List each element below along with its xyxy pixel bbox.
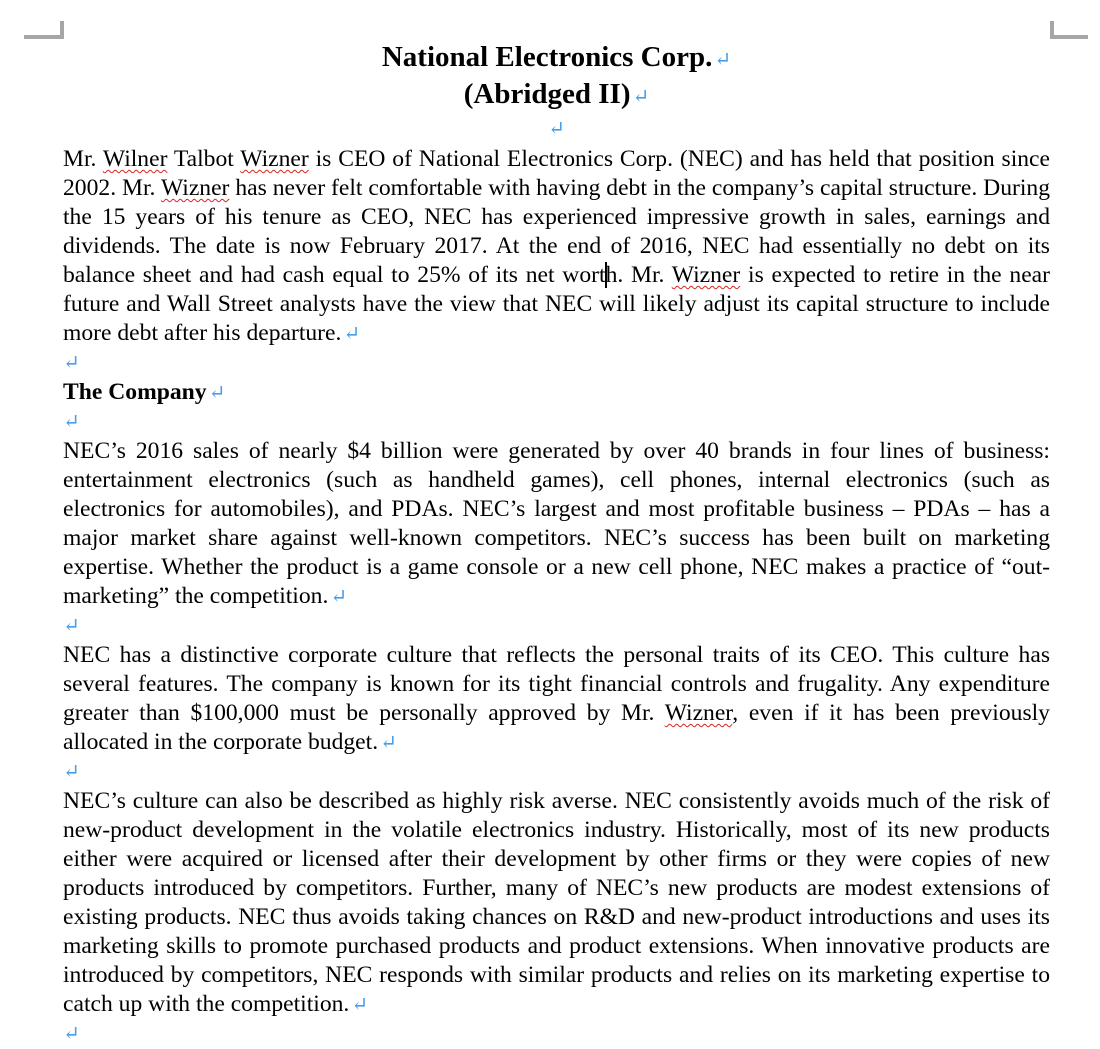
crop-mark-right-horizontal <box>1050 35 1088 39</box>
misspelled-word[interactable]: Wilner <box>102 146 168 172</box>
crop-mark-right-vertical <box>1050 21 1054 39</box>
paragraph-mark-icon: ↵ <box>380 732 397 754</box>
text-run: NEC’s culture can also be described as highly risk averse. NEC consistently avoids much of the risk of new-product development in the volatile electronics industry. Historically, most of its new products either were acquired or licensed after their development by other firms or they were copies of new products introduced by competitors. Further, many of NEC’s new products are modest extensions of existing products. NEC thus avoids taking chances on R&D and new-product introductions and uses its marketing skills to promote purchased products and product extensions. When innovative products are introduced by competitors, NEC responds with similar products and relies on its marketing expertise to catch up with the competition. <box>63 788 1050 1017</box>
empty-paragraph <box>63 612 1050 641</box>
paragraph-mark-icon: ↵ <box>208 382 226 404</box>
text-run: Mr. <box>63 146 103 172</box>
empty-paragraph <box>63 758 1050 787</box>
risk-paragraph <box>63 787 1050 1020</box>
empty-paragraph <box>63 349 1050 378</box>
misspelled-word[interactable]: Wizner <box>160 175 230 201</box>
text-run: NEC’s 2016 sales of nearly $4 billion were generated by over 40 brands in four lines of business: entertainment electronics (such as handheld games), cell phones, internal electronics (such as electronics for automobiles), and PDAs. NEC’s largest and most profitable business – PDAs – has a major market share against well-known competitors. NEC’s success has been built on marketing expertise. Whether the product is a game console or a new cell phone, NEC makes a practice of “out-marketing” the competition. <box>63 438 1050 609</box>
culture-paragraph <box>63 641 1050 758</box>
text-run: h. Mr. <box>605 262 672 288</box>
document-subtitle <box>63 77 1050 114</box>
empty-paragraph <box>63 1020 1050 1049</box>
document-page[interactable] <box>63 40 1050 1049</box>
document-title <box>63 40 1050 77</box>
text-run: , even if it has been previously allocated in the corporate budget. <box>63 700 1050 755</box>
paragraph-mark-icon: ↵ <box>632 86 650 108</box>
company-paragraph <box>63 437 1050 612</box>
intro-paragraph <box>63 145 1050 349</box>
text-run: NEC has a distinctive corporate culture that reflects the personal traits of its CEO. This culture has several features. The company is known for its tight financial controls and frugality. Any expenditure greater than $100,000 must be personally approved by Mr. <box>63 642 1050 726</box>
paragraph-mark-icon: ↵ <box>714 49 732 71</box>
crop-mark-left-vertical <box>60 21 64 39</box>
paragraph-mark-icon: ↵ <box>63 1023 80 1045</box>
misspelled-word[interactable]: Wizner <box>671 262 741 288</box>
crop-mark-left-horizontal <box>24 35 64 39</box>
title-line-2: (Abridged II) <box>463 78 631 110</box>
text-run: is CEO of National Electronics Corp. (NEC) and has held that position since 2002. Mr. <box>63 146 1050 201</box>
paragraph-mark-icon: ↵ <box>343 323 361 345</box>
paragraph-mark-icon: ↵ <box>548 118 565 140</box>
empty-paragraph <box>63 408 1050 437</box>
paragraph-mark-icon: ↵ <box>330 586 348 608</box>
text-run: is expected to retire in the near future and Wall Street analysts have the view that NEC will likely adjust its capital structure to include more debt after his departure. <box>63 262 1050 346</box>
paragraph-mark-icon: ↵ <box>63 411 80 433</box>
misspelled-word[interactable]: Wizner <box>664 700 733 726</box>
text-run: has never felt comfortable with having debt in the company’s capital structure. During the 15 years of his tenure as CEO, NEC has experienced impressive growth in sales, earnings and dividends. The date is now February 2017. At the end of 2016, NEC had essentially no debt on its balance sheet and had cash equal to 25% of its net wort <box>63 175 1050 288</box>
section-heading-text: The Company <box>63 379 207 405</box>
paragraph-mark-icon: ↵ <box>63 761 80 783</box>
text-run: Talbot <box>167 146 241 172</box>
paragraph-mark-icon: ↵ <box>351 994 369 1016</box>
paragraph-mark-icon: ↵ <box>63 352 80 374</box>
misspelled-word[interactable]: Wizner <box>240 146 309 172</box>
title-line-1: National Electronics Corp. <box>381 41 713 73</box>
empty-paragraph <box>63 114 1050 145</box>
section-heading <box>63 378 1050 408</box>
paragraph-mark-icon: ↵ <box>63 615 80 637</box>
